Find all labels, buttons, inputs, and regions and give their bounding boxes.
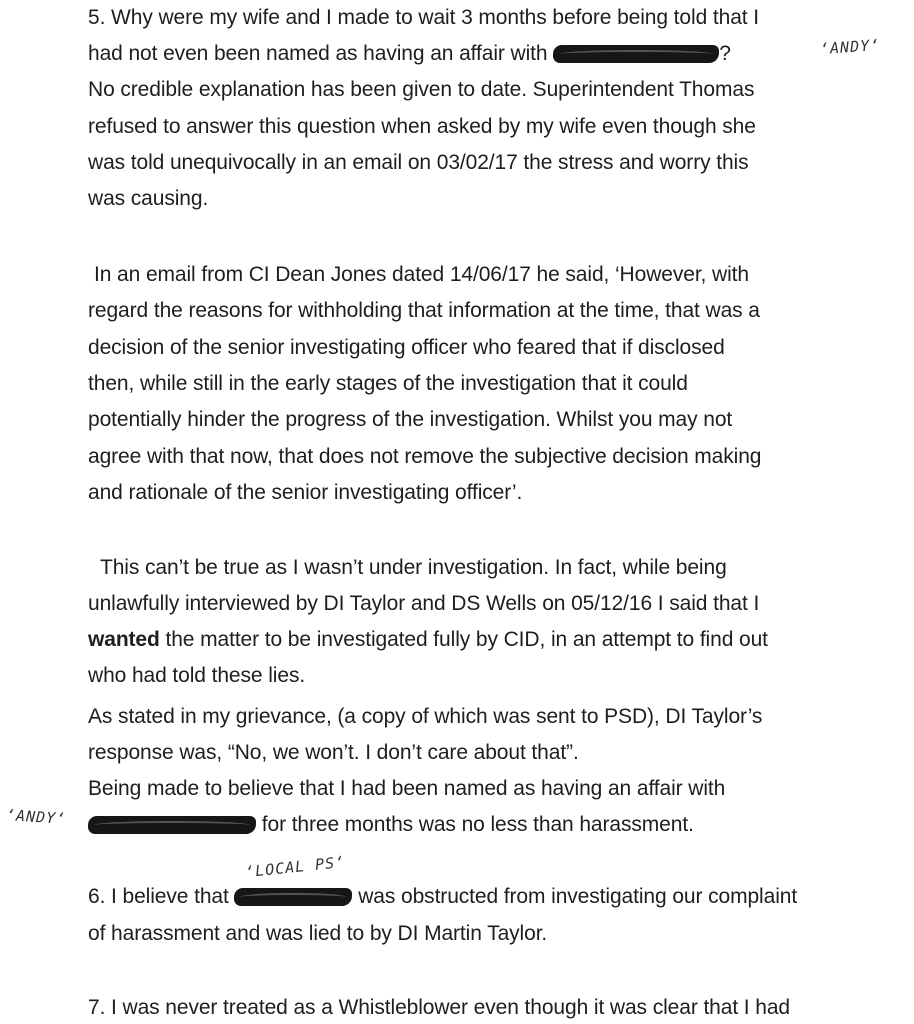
p5-line-2-end: ? <box>719 42 731 65</box>
p5-line-2 <box>88 41 731 67</box>
p6-line-1 <box>88 884 797 910</box>
handwritten-annotation-andy: ‘ANDY‘ <box>819 35 881 59</box>
p5-line-4: refused to answer this question when asked by my wife even though she <box>88 115 756 138</box>
rebuttal-line-8-text: for three months was no less than harassment. <box>261 813 694 836</box>
email-line-6: agree with that now, that does not remove the subjective decision making <box>88 445 762 468</box>
p6-line-1-text: 6. I believe that <box>88 885 229 908</box>
rebuttal-line-5: As stated in my grievance, (a copy of which was sent to PSD), DI Taylor’s <box>88 705 763 728</box>
p6-line-2: of harassment and was lied to by DI Martin Taylor. <box>88 922 548 945</box>
rebuttal-line-8 <box>88 812 694 838</box>
email-line-3: decision of the senior investigating officer who feared that if disclosed <box>88 336 725 359</box>
email-line-2: regard the reasons for withholding that information at the time, that was a <box>88 299 760 322</box>
redaction-mark <box>234 888 352 906</box>
rebuttal-line-1: This can’t be true as I wasn’t under investigation. In fact, while being <box>100 556 727 579</box>
rebuttal-line-7: Being made to believe that I had been named as having an affair with <box>88 777 726 800</box>
email-line-1: In an email from CI Dean Jones dated 14/06/17 he said, ‘However, with <box>94 263 749 286</box>
email-line-5: potentially hinder the progress of the investigation. Whilst you may not <box>88 408 733 431</box>
email-line-7: and rationale of the senior investigating officer’. <box>88 481 523 504</box>
redaction-mark <box>553 45 719 63</box>
p7-line-1: 7. I was never treated as a Whistleblower even though it was clear that I had <box>88 996 791 1019</box>
p5-line-5: was told unequivocally in an email on 03/02/17 the stress and worry this <box>88 151 749 174</box>
rebuttal-line-6: response was, “No, we won’t. I don’t care about that”. <box>88 741 579 764</box>
p5-line-2-text: had not even been named as having an affair with <box>88 42 548 65</box>
rebuttal-line-2: unlawfully interviewed by DI Taylor and DS Wells on 05/12/16 I said that I <box>88 592 760 615</box>
p6-line-1-end: was obstructed from investigating our complaint <box>358 885 798 908</box>
p5-line-6: was causing. <box>88 187 209 210</box>
rebuttal-line-3 <box>88 627 768 653</box>
emphasis-wanted: wanted <box>88 628 160 651</box>
handwritten-annotation-andy: ‘ANDY‘ <box>5 805 67 829</box>
rebuttal-line-4: who had told these lies. <box>88 664 306 687</box>
p5-line-3: No credible explanation has been given to date. Superintendent Thomas <box>88 78 755 101</box>
redaction-mark <box>88 816 256 834</box>
email-line-4: then, while still in the early stages of the investigation that it could <box>88 372 688 395</box>
p5-line-1: 5. Why were my wife and I made to wait 3 months before being told that I <box>88 6 759 29</box>
handwritten-annotation-local-ps: ‘LOCAL PS‘ <box>244 852 346 882</box>
rebuttal-line-3-text: the matter to be investigated fully by CID, in an attempt to find out <box>159 628 768 651</box>
